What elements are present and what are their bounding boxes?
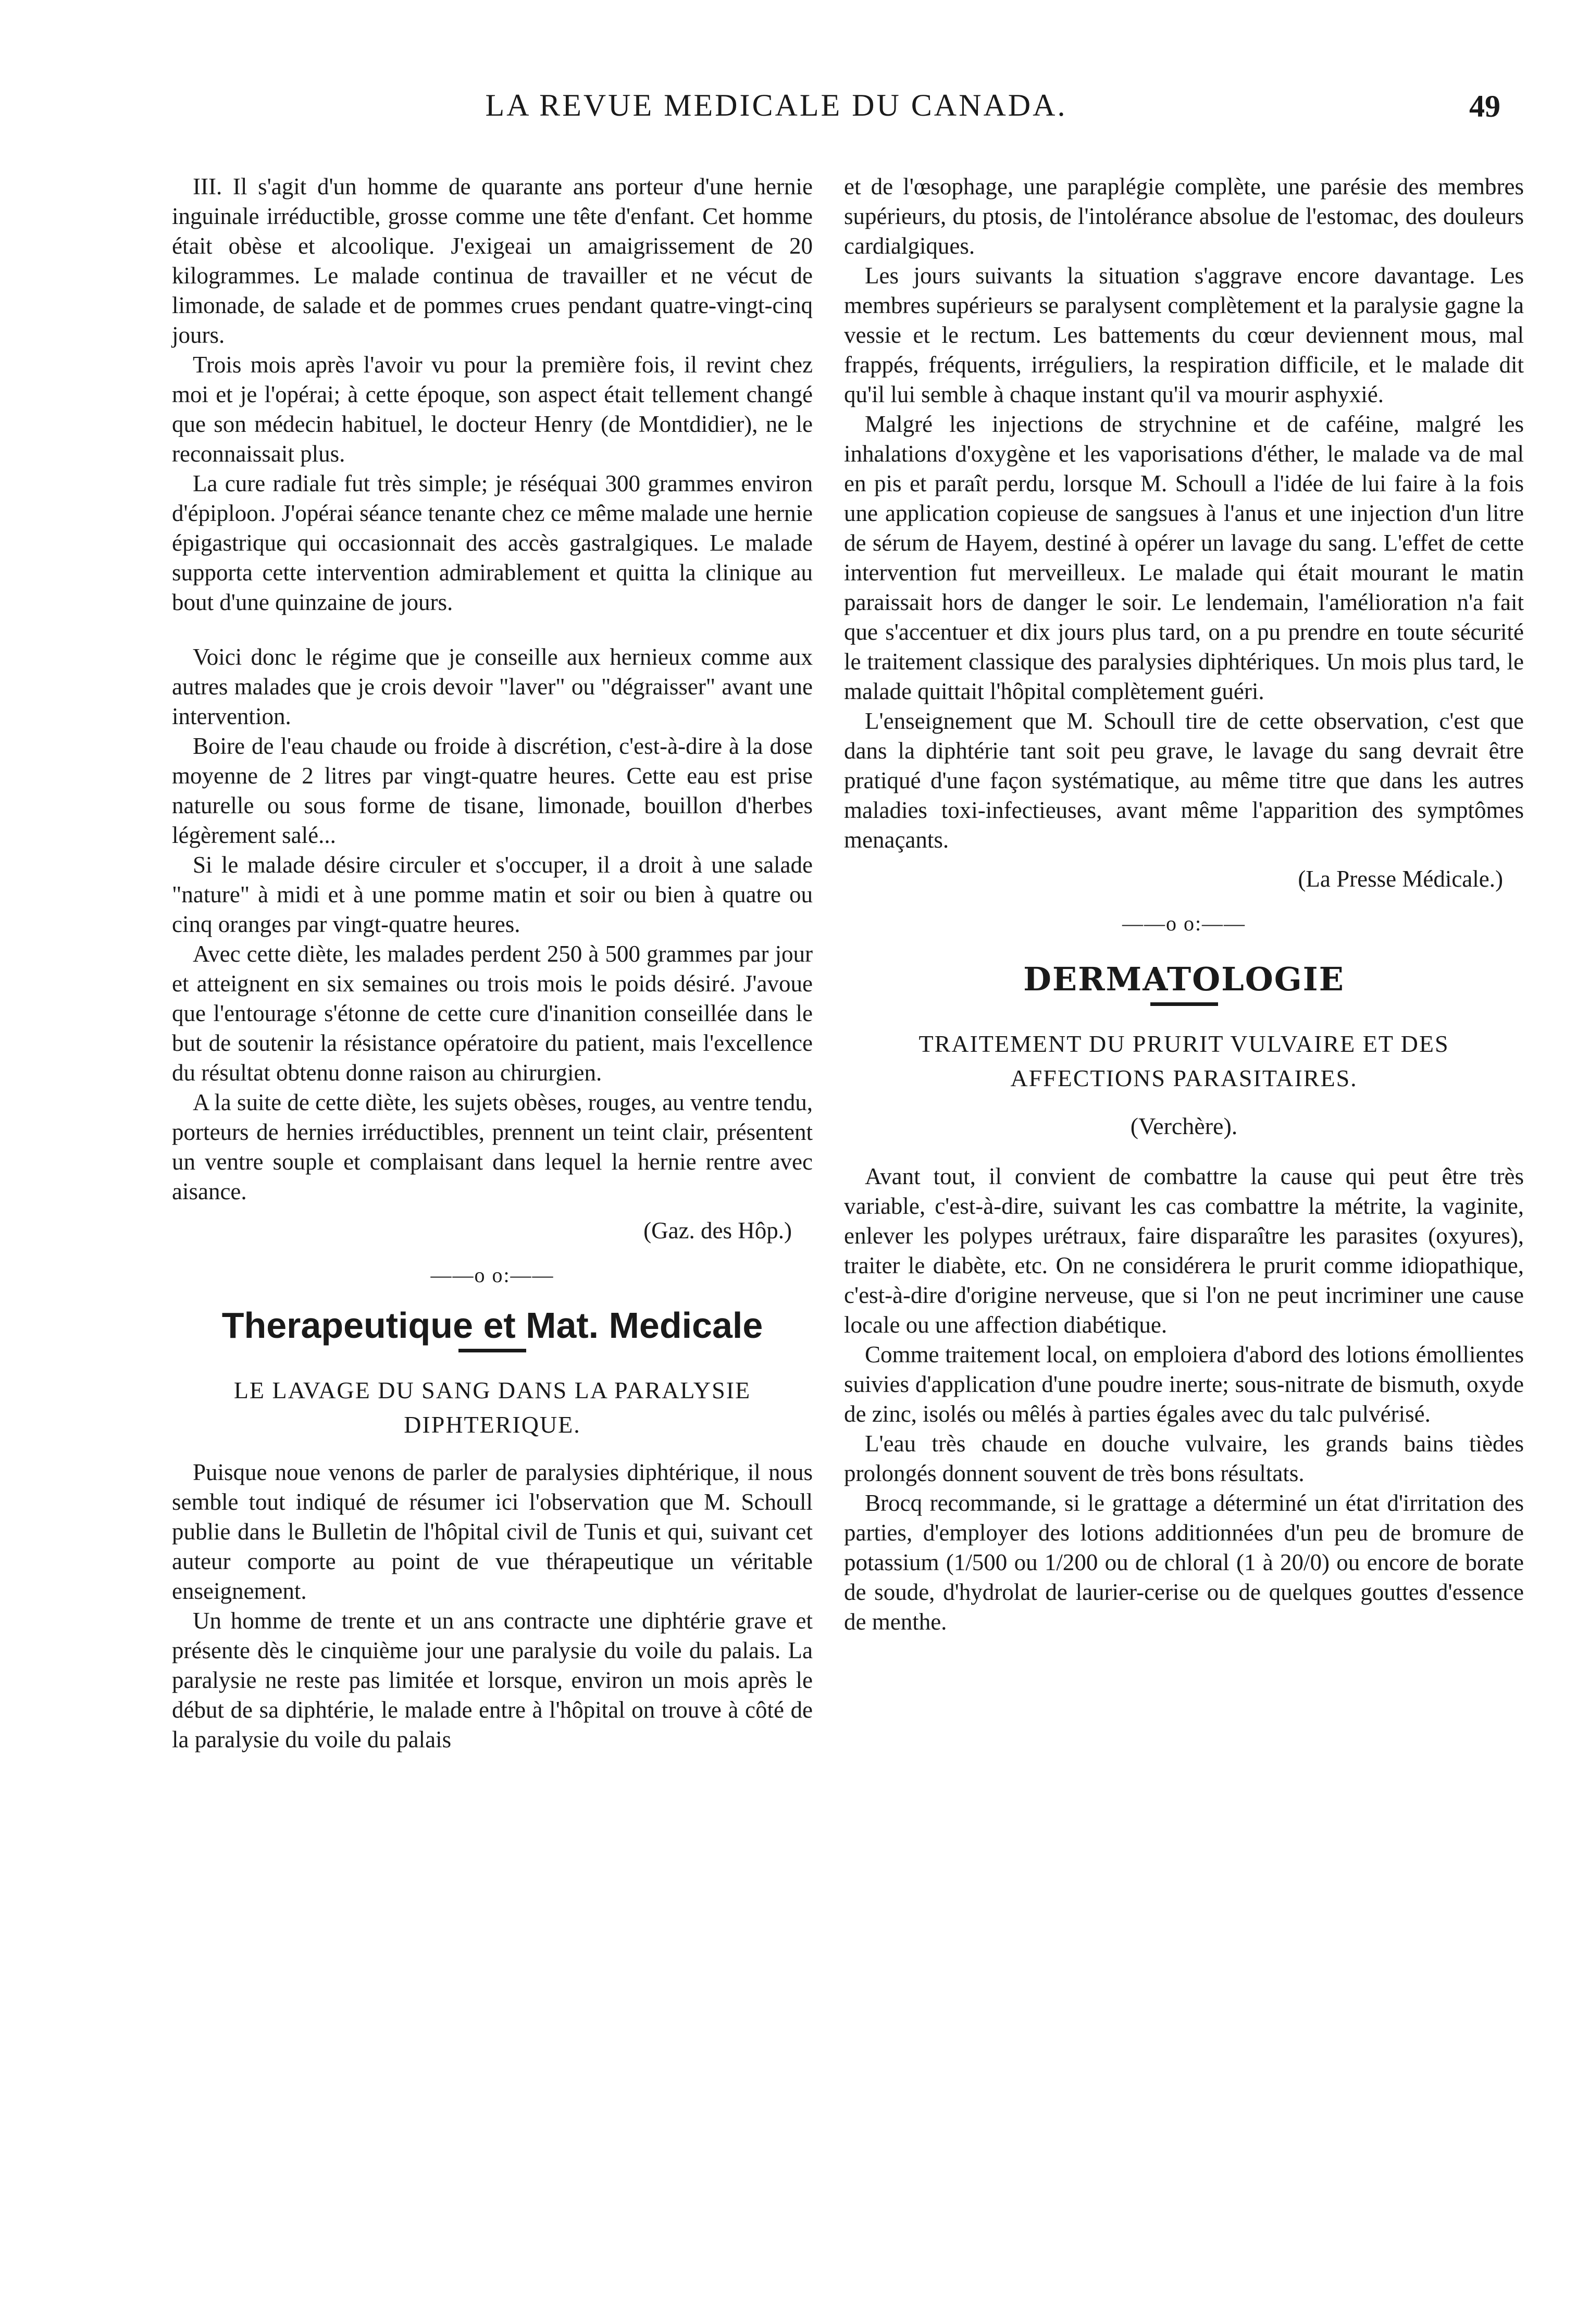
paragraph: Les jours suivants la situation s'aggrave encore davantage. Les membres supérieurs se paralysent complètement et la paralysie gagne la vessie et le rectum. Les battements du cœur deviennent mous, mal frappés, fréquents, irréguliers, la respiration difficile, et le malade dit qu'il lui semble à chaque instant qu'il va mourir asphyxié. bbox=[844, 263, 1524, 407]
paragraph: Brocq recommande, si le grattage a déterminé un état d'irritation des parties, d'employer des lotions additionnées d'un peu de bromure de potassium (1/500 ou 1/200 ou de chloral (1 à 20/0) ou encore de borate de soude, d'hydrolat de laurier-cerise ou de quelques gouttes d'essence de menthe. bbox=[844, 1490, 1524, 1635]
source-citation: (La Presse Médicale.) bbox=[1298, 866, 1503, 892]
paragraph: Un homme de trente et un ans contracte une diphtérie grave et présente dès le cinquième jour une paralysie du voile du palais. La paralysie ne reste pas limitée et lorsque, environ un mois après le début de sa diphtérie, le malade entre à l'hôpital on trouve à côté de la paralysie du voile du palais bbox=[172, 1608, 813, 1753]
separator: ——o o:—— bbox=[1122, 912, 1246, 935]
paragraph: A la suite de cette diète, les sujets obèses, rouges, au ventre tendu, porteurs de hernies irréductibles, prennent un teint clair, présentent un ventre souple et complaisant dans lequel la hernie rentre avec aisance. bbox=[172, 1089, 813, 1204]
paragraph: Avant tout, il convient de combattre la cause qui peut être très variable, c'est-à-dire, suivant les cas combattre la métrite, la vaginite, enlever les polypes urétraux, faire disparaître les parasites (oxyures), traiter le diabète, etc. On ne considérera le prurit comme idiopathique, c'est-à-dire d'origine nerveuse, que si l'on ne peut incriminer une cause locale ou une affection diabétique. bbox=[844, 1163, 1524, 1338]
paragraph: Puisque noue venons de parler de paralysies diphtérique, il nous semble tout indiqué de résumer ici l'observation que M. Schoull publie dans le Bulletin de l'hôpital civil de Tunis et qui, suivant cet auteur comporte au point de vue thérapeutique un véritable enseignement. bbox=[172, 1459, 813, 1604]
paragraph: Malgré les injections de strychnine et de caféine, malgré les inhalations d'oxygène et les vaporisations d'éther, le malade va de mal en pis et paraît perdu, lorsque M. Schoull a l'idée de lui faire à la fois une application copieuse de sangsues à l'anus et une injection d'un litre de sérum de Hayem, destiné à opérer un lavage du sang. L'effet de cette intervention fut merveilleux. Le malade qui était mourant le matin paraissait hors de danger le soir. Le lendemain, l'amélioration n'a fait que s'accentuer et dix jours plus tard, on a pu prendre en toute sécurité le traitement classique des paralysies diphtériques. Un mois plus tard, le malade quittait l'hôpital complètement guéri. bbox=[844, 411, 1524, 704]
paragraph: Comme traitement local, on emploiera d'abord des lotions émollientes suivies d'application d'une poudre inerte; sous-nitrate de bismuth, oxyde de zinc, isolés ou mêlés à parties égales avec du talc pulvérisé. bbox=[844, 1341, 1524, 1427]
paragraph: et de l'œsophage, une paraplégie complète, une parésie des membres supérieurs, du ptosis, de l'intolérance absolue de l'estomac, des douleurs cardialgiques. bbox=[844, 173, 1524, 259]
section-title: Therapeutique et Mat. Medicale bbox=[221, 1305, 763, 1346]
section-title: DERMATOLOGIE bbox=[1023, 960, 1345, 998]
title-rule bbox=[458, 1349, 526, 1352]
right-column bbox=[844, 172, 1524, 1637]
paragraph: Avec cette diète, les malades perdent 250 à 500 grammes par jour et atteignent en six semaines ou trois mois le poids désiré. J'avoue que l'entourage s'étonne de cette cure d'inanition conseillée dans le but de soutenir la résistance opératoire du patient, mais l'excellence du résultat obtenu donne raison au chirurgien. bbox=[172, 941, 813, 1086]
paragraph: Boire de l'eau chaude ou froide à discrétion, c'est-à-dire à la dose moyenne de 2 litres par vingt-quatre heures. Cette eau est prise naturelle ou sous forme de tisane, limonade, bouillon d'herbes légèrement salé... bbox=[172, 733, 813, 848]
paragraph: L'eau très chaude en douche vulvaire, les grands bains tièdes prolongés donnent souvent de très bons résultats. bbox=[844, 1431, 1524, 1486]
left-column bbox=[172, 172, 813, 1755]
article-author: (Verchère). bbox=[1130, 1113, 1238, 1139]
paragraph: III. Il s'agit d'un homme de quarante ans porteur d'une hernie inguinale irréductible, grosse comme une tête d'enfant. Cet homme était obèse et alcoolique. J'exigeai un amaigrissement de 20 kilogrammes. Le malade continua de travailler et ne vécut de limonade, de salade et de pommes crues pendant quatre-vingt-cinq jours. bbox=[172, 173, 813, 348]
paragraph: L'enseignement que M. Schoull tire de cette observation, c'est que dans la diphtérie tant soit peu grave, le lavage du sang devrait être pratiqué d'une façon systématique, au même titre que dans les autres maladies toxi-infectieuses, avant même l'apparition des symptômes menaçants. bbox=[844, 708, 1524, 853]
paragraph: Trois mois après l'avoir vu pour la première fois, il revint chez moi et je l'opérai; à cette époque, son aspect était tellement changé que son médecin habituel, le docteur Henry (de Montdidier), ne le reconnaissait plus. bbox=[172, 352, 813, 467]
title-rule bbox=[1150, 1002, 1218, 1006]
article-title: TRAITEMENT DU PRURIT VULVAIRE ET DES AFFECTIONS PARASITAIRES. bbox=[918, 1030, 1449, 1091]
running-title: LA REVUE MEDICALE DU CANADA. bbox=[485, 88, 1067, 122]
separator: ——o o:—— bbox=[430, 1263, 554, 1287]
paragraph: Si le malade désire circuler et s'occuper, il a droit à une salade "nature" à midi et à une pomme matin et soir ou bien à quatre ou cinq oranges par vingt-quatre heures. bbox=[172, 852, 813, 937]
paragraph: Voici donc le régime que je conseille aux hernieux comme aux autres malades que je crois devoir "laver" ou "dégraisser" avant une intervention. bbox=[172, 644, 813, 729]
source-citation: (Gaz. des Hôp.) bbox=[643, 1217, 792, 1244]
article-title: LE LAVAGE DU SANG DANS LA PARALYSIE DIPHTERIQUE. bbox=[233, 1377, 751, 1438]
page-number: 49 bbox=[1469, 89, 1500, 123]
paragraph: La cure radiale fut très simple; je réséquai 300 grammes environ d'épiploon. J'opérai séance tenante chez ce même malade une hernie épigastrique qui occasionnait des accès gastralgiques. Le malade supporta cette intervention admirablement et quitta la clinique au bout d'une quinzaine de jours. bbox=[172, 470, 813, 615]
